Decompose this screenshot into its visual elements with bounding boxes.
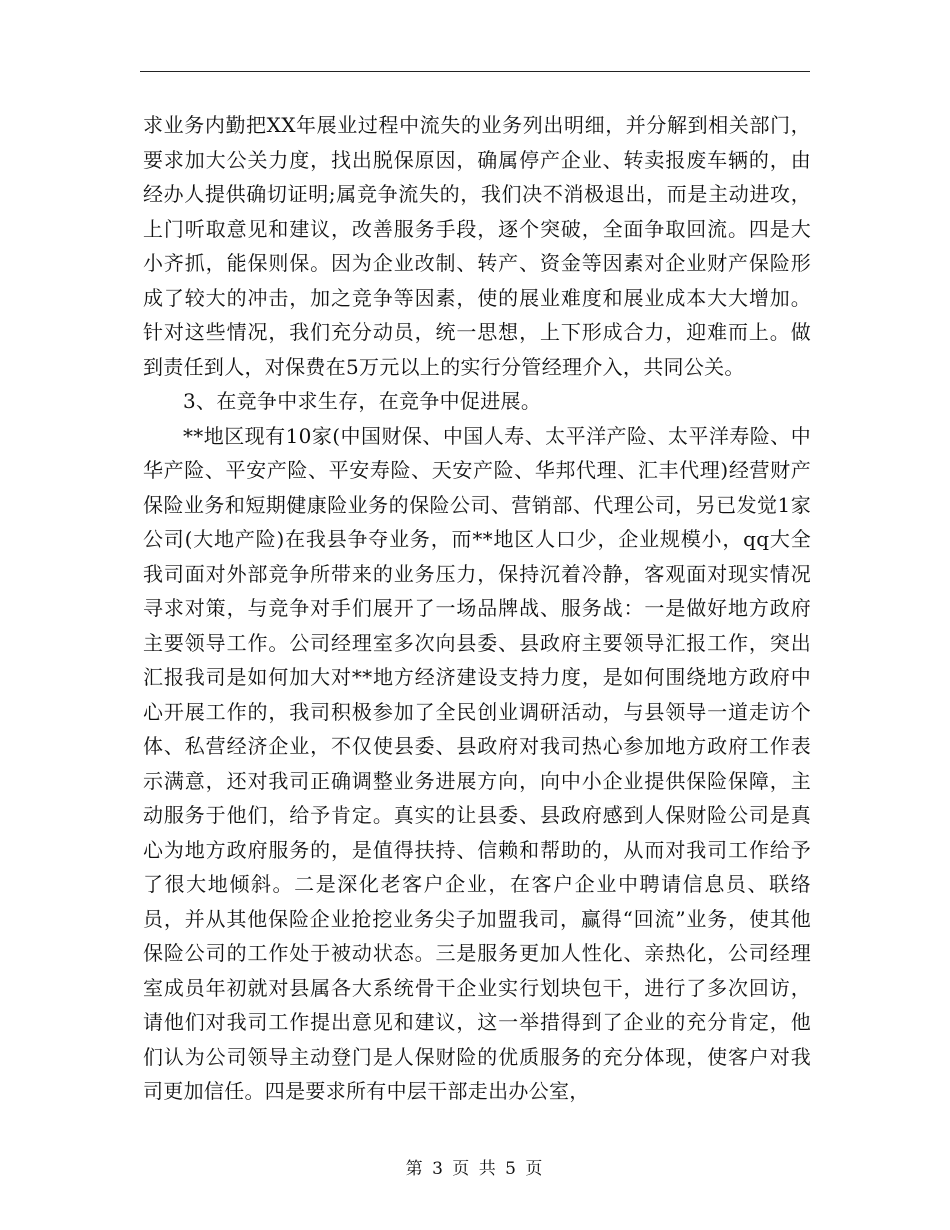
paragraph-section-heading: 3、在竞争中求生存，在竞争中促进展。 [183, 389, 542, 413]
document-body [143, 108, 811, 1109]
page-number-footer: 第 3 页 共 5 页 [405, 1159, 545, 1179]
paragraph-continuation: 求业务内勤把XX年展业过程中流失的业务列出明细，并分解到相关部门，要求加大公关力度，找出脱保原因，确属停产企业、转卖报废车辆的，由经办人提供确切证明;属竞争流失的，我们决不消极退出，而是主动进攻，上门听取意见和建议，改善服务手段，逐个突破，全面争取回流。四是大小齐抓，能保则保。因为企业改制、转产、资金等因素对企业财产保险形成了较大的冲击，加之竞争等因素，使的展业难度和展业成本大大增加。针对这些情况，我们充分动员，统一思想，上下形成合力，迎难而上。做到责任到人，对保费在5万元以上的实行分管经理介入，共同公关。 [143, 113, 811, 379]
paragraph-competition: **地区现有10家(中国财保、中国人寿、太平洋产险、太平洋寿险、中华产险、平安产险、平安寿险、天安产险、华邦代理、汇丰代理)经营财产保险业务和短期健康险业务的保险公司、营销部、代理公司，另已发觉1家公司(大地产险)在我县争夺业务，而**地区人口少，企业规模小，qq大全我司面对外部竞争所带来的业务压力，保持沉着冷静，客观面对现实情况寻求对策，与竞争对手们展开了一场品牌战、服务战：一是做好地方政府主要领导工作。公司经理室多次向县委、县政府主要领导汇报工作，突出汇报我司是如何加大对**地方经济建设支持力度，是如何围绕地方政府中心开展工作的，我司积极参加了全民创业调研活动，与县领导一道走访个体、私营经济企业，不仅使县委、县政府对我司热心参加地方政府工作表示满意，还对我司正确调整业务进展方向，向中小企业提供保险保障，主动服务于他们，给予肯定。真实的让县委、县政府感到人保财险公司是真心为地方政府服务的，是值得扶持、信赖和帮助的，从而对我司工作给予了很大地倾斜。二是深化老客户企业，在客户企业中聘请信息员、联络员，并从其他保险企业抢挖业务尖子加盟我司，赢得“回流”业务，使其他保险公司的工作处于被动状态。三是服务更加人性化、亲热化，公司经理室成员年初就对县属各大系统骨干企业实行划块包干，进行了多次回访，请他们对我司工作提出意见和建议，这一举措得到了企业的充分肯定，他们认为公司领导主动登门是人保财险的优质服务的充分体现，使客户对我司更加信任。四是要求所有中层干部走出办公室， [143, 423, 811, 1103]
header-rule [140, 71, 810, 72]
